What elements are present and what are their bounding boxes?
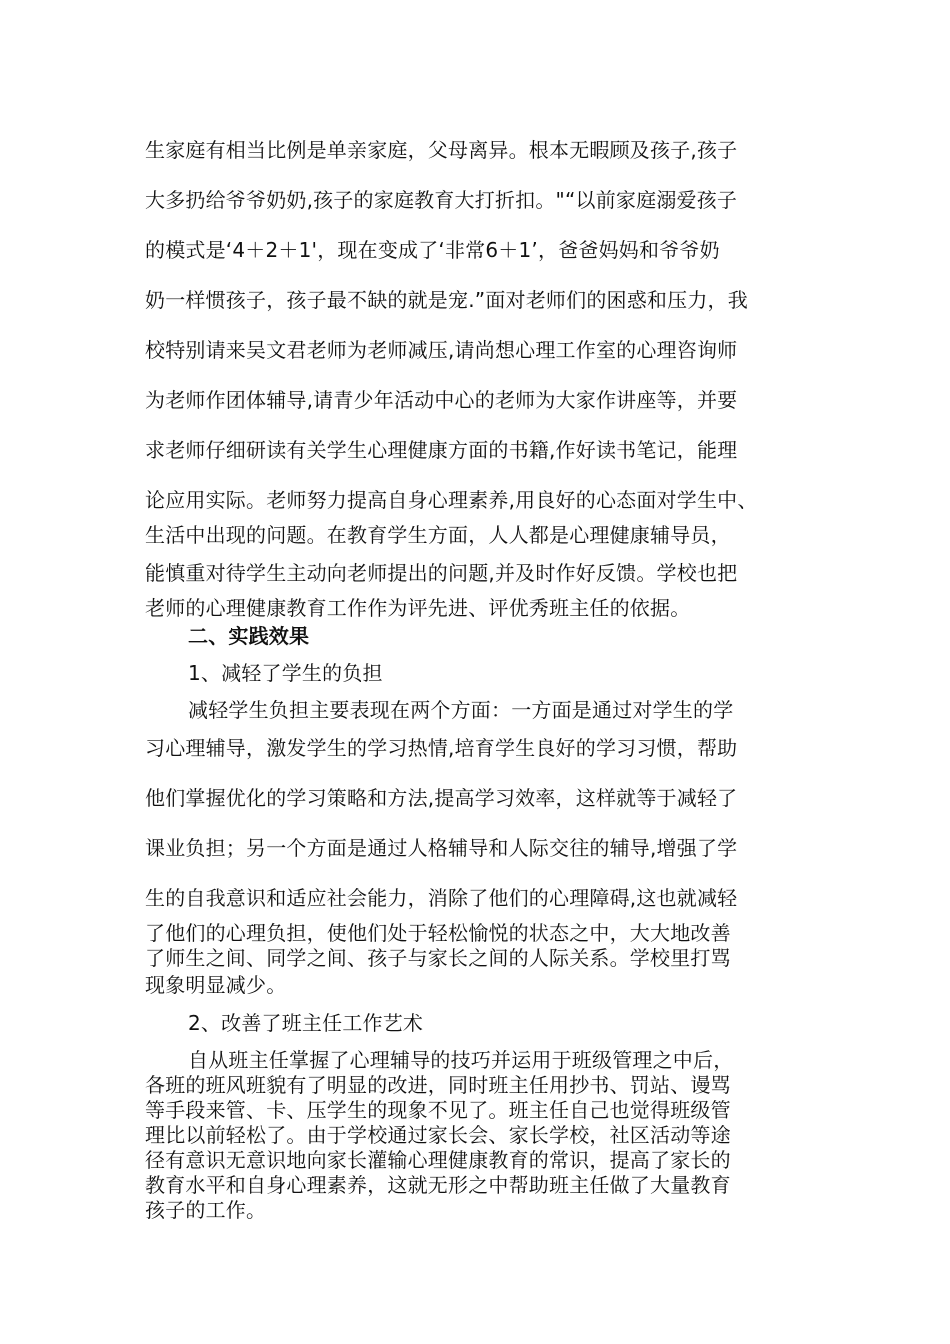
paragraph-line: 老师的心理健康教育工作作为评先进、评优秀班主任的依据。 bbox=[145, 596, 691, 620]
paragraph-line: 习心理辅导，激发学生的学习热情,培育学生良好的学习习惯，帮助 bbox=[145, 736, 738, 760]
paragraph-line: 等手段来管、卡、压学生的现象不见了。班主任自己也觉得班级管 bbox=[145, 1098, 731, 1122]
paragraph-line: 现象明显减少。 bbox=[145, 973, 287, 997]
paragraph-line: 了师生之间、同学之间、孩子与家长之间的人际关系。学校里打骂 bbox=[145, 946, 731, 970]
paragraph-line: 孩子的工作。 bbox=[145, 1198, 267, 1222]
paragraph-line: 他们掌握优化的学习策略和方法,提高学习效率，这样就等于减轻了 bbox=[145, 786, 738, 810]
paragraph-line: 生活中出现的问题。在教育学生方面，人人都是心理健康辅导员， bbox=[145, 523, 731, 547]
paragraph-line: 理比以前轻松了。由于学校通过家长会、家长学校，社区活动等途 bbox=[145, 1123, 731, 1147]
paragraph-line: 自从班主任掌握了心理辅导的技巧并运用于班级管理之中后， bbox=[188, 1048, 734, 1072]
paragraph-line: 生家庭有相当比例是单亲家庭，父母离异。根本无暇顾及孩子,孩子 bbox=[145, 138, 738, 162]
section-heading: 二、实践效果 bbox=[188, 624, 310, 648]
paragraph-line: 生的自我意识和适应社会能力，消除了他们的心理障碍,这也就减轻 bbox=[145, 886, 738, 910]
paragraph-line: 课业负担；另一个方面是通过人格辅导和人际交往的辅导,增强了学 bbox=[145, 836, 738, 860]
paragraph-line: 减轻学生负担主要表现在两个方面：一方面是通过对学生的学 bbox=[188, 698, 734, 722]
paragraph-line: 能慎重对待学生主动向老师提出的问题,并及时作好反馈。学校也把 bbox=[145, 561, 738, 585]
paragraph-line: 了他们的心理负担，使他们处于轻松愉悦的状态之中，大大地改善 bbox=[145, 921, 731, 945]
paragraph-line: 径有意识无意识地向家长灌输心理健康教育的常识，提高了家长的 bbox=[145, 1148, 731, 1172]
paragraph-line: 各班的班风班貌有了明显的改进，同时班主任用抄书、罚站、谩骂 bbox=[145, 1073, 731, 1097]
paragraph-line: 求老师仔细研读有关学生心理健康方面的书籍,作好读书笔记，能理 bbox=[145, 438, 738, 462]
paragraph-line: 论应用实际。老师努力提高自身心理素养,用良好的心态面对学生中、 bbox=[145, 488, 758, 512]
paragraph-line: 大多扔给爷爷奶奶,孩子的家庭教育大打折扣。"“以前家庭溺爱孩子 bbox=[145, 188, 738, 212]
paragraph-line: 校特别请来吴文君老师为老师减压,请尚想心理工作室的心理咨询师 bbox=[145, 338, 738, 362]
subsection-heading: 1、减轻了学生的负担 bbox=[188, 661, 383, 685]
paragraph-line: 的模式是‘4＋2＋1'，现在变成了‘非常6＋1’，爸爸妈妈和爷爷奶 bbox=[145, 238, 720, 262]
paragraph-line: 奶一样惯孩子，孩子最不缺的就是宠.”面对老师们的困惑和压力，我 bbox=[145, 288, 748, 312]
paragraph-line: 为老师作团体辅导,请青少年活动中心的老师为大家作讲座等，并要 bbox=[145, 388, 738, 412]
subsection-heading: 2、改善了班主任工作艺术 bbox=[188, 1011, 424, 1035]
paragraph-line: 教育水平和自身心理素养，这就无形之中帮助班主任做了大量教育 bbox=[145, 1173, 731, 1197]
